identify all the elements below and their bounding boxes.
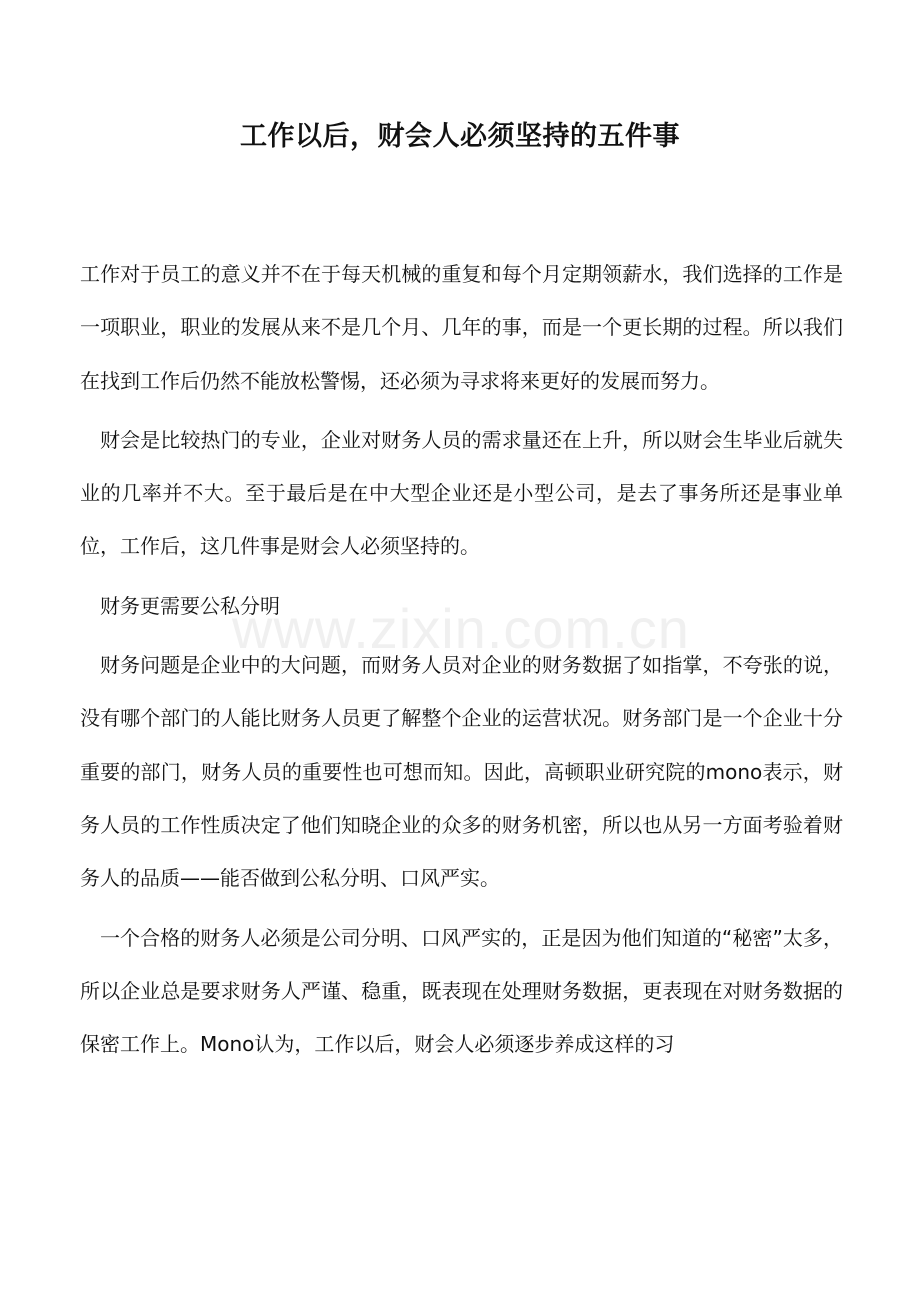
- watermark: www.zixin.com.cn: [232, 597, 690, 660]
- paragraph-confidentiality: 一个合格的财务人必须是公司分明、口风严实的，正是因为他们知道的“秘密”太多，所以企业总是要求财务人严谨、稳重，既表现在处理财务数据，更表现在对财务数据的保密工作上。Mono认为，工作以后，财会人必须逐步养成这样的习: [80, 925, 843, 1057]
- paragraph-importance: 财务问题是企业中的大问题，而财务人员对企业的财务数据了如指掌，不夸张的说，没有哪个部门的人能比财务人员更了解整个企业的运营状况。财务部门是一个企业十分重要的部门，财务人员的重要性也可想而知。因此，高顿职业研究院的mono表示，财务人员的工作性质决定了他们知晓企业的众多的财务机密，所以也从另一方面考验着财务人的品质——能否做到公私分明、口风严实。: [80, 653, 843, 891]
- paragraph-intro: 工作对于员工的意义并不在于每天机械的重复和每个月定期领薪水，我们选择的工作是一项职业，职业的发展从来不是几个月、几年的事，而是一个更长期的过程。所以我们在找到工作后仍然不能放松警惕，还必须为寻求将来更好的发展而努力。: [80, 262, 843, 393]
- document-body: [80, 248, 843, 1077]
- section-heading: 财务更需要公私分明: [100, 593, 280, 618]
- document-title: 工作以后，财会人必须坚持的五件事: [240, 121, 680, 152]
- paragraph-market: 财会是比较热门的专业，企业对财务人员的需求量还在上升，所以财会生毕业后就失业的几率并不大。至于最后是在中大型企业还是小型公司，是去了事务所还是事业单位，工作后，这几件事是财会人必须坚持的。: [80, 427, 843, 559]
